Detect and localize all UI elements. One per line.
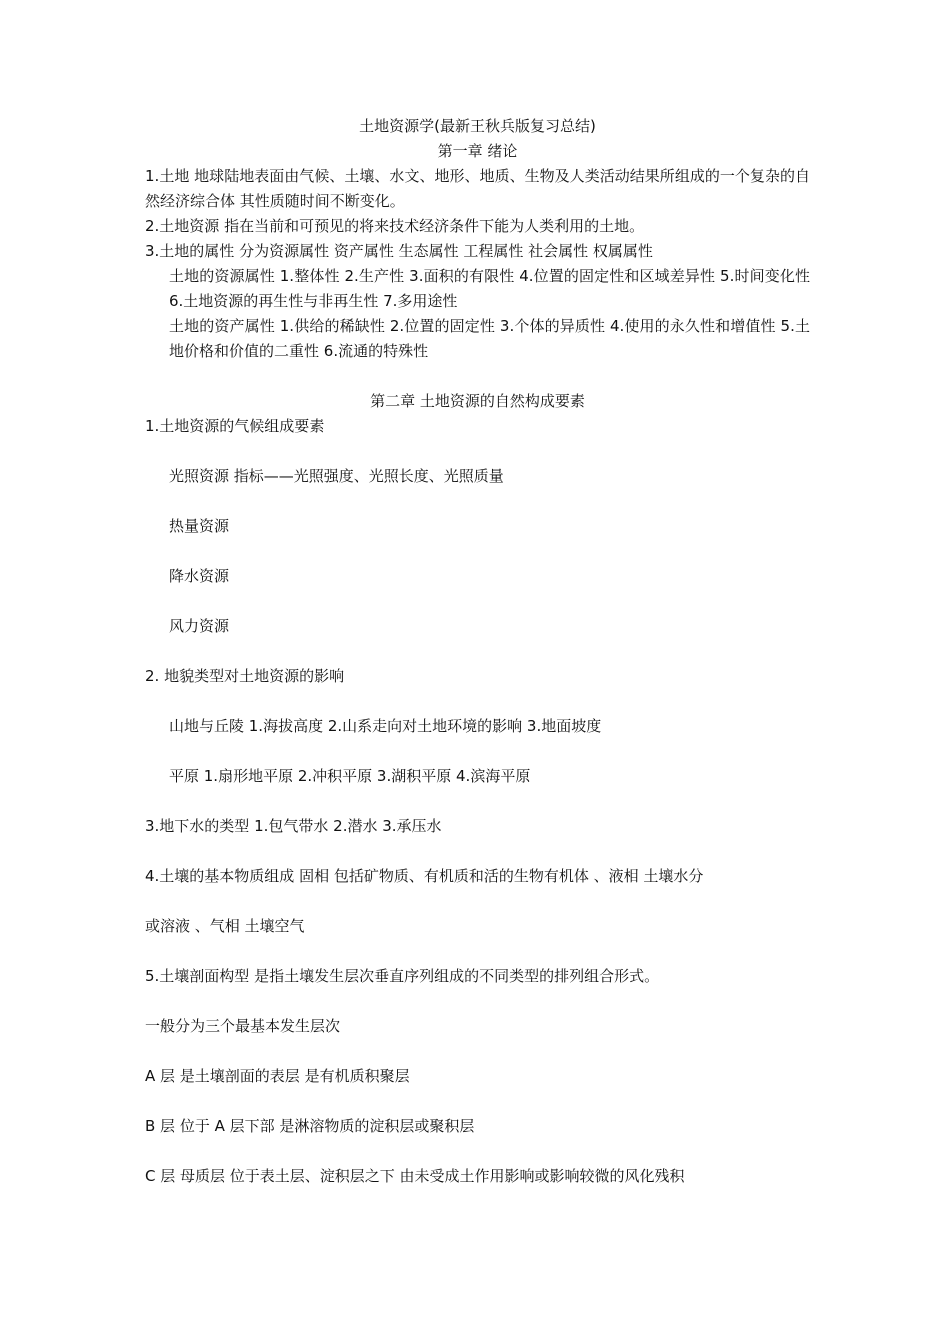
spacer: [145, 589, 810, 614]
ch2-item-soil-composition-cont: 或溶液 、气相 土壤空气: [145, 917, 305, 935]
ch1-item-asset-attribute: 土地的资产属性 1.供给的稀缺性 2.位置的固定性 3.个体的异质性 4.使用的永久性和增值性 5.土地价格和价值的二重性 6.流通的特殊性: [169, 317, 810, 360]
ch2-item-plains: 平原 1.扇形地平原 2.冲积平原 3.湖积平原 4.滨海平原: [169, 767, 531, 785]
spacer: [145, 364, 810, 389]
ch2-item-light-resource: 光照资源 指标——光照强度、光照长度、光照质量: [169, 467, 504, 485]
spacer: [145, 1039, 810, 1064]
spacer: [145, 439, 810, 464]
spacer: [145, 889, 810, 914]
ch2-item-a-horizon: A 层 是土壤剖面的表层 是有机质积聚层: [145, 1067, 410, 1085]
spacer: [145, 1139, 810, 1164]
ch2-item-soil-profile: 5.土壤剖面构型 是指土壤发生层次垂直序列组成的不同类型的排列组合形式。: [145, 967, 660, 985]
ch1-item-land-resource: 2.土地资源 指在当前和可预见的将来技术经济条件下能为人类利用的土地。: [145, 217, 645, 235]
ch2-item-mountains-hills: 山地与丘陵 1.海拔高度 2.山系走向对土地环境的影响 3.地面坡度: [169, 717, 602, 735]
ch2-item-heat-resource: 热量资源: [169, 517, 230, 535]
ch2-item-climate-elements: 1.土地资源的气候组成要素: [145, 417, 325, 435]
spacer: [145, 739, 810, 764]
spacer: [145, 539, 810, 564]
document-body: [145, 114, 810, 1189]
ch2-item-groundwater-types: 3.地下水的类型 1.包气带水 2.潜水 3.承压水: [145, 817, 442, 835]
spacer: [145, 639, 810, 664]
chapter-2-heading: 第二章 土地资源的自然构成要素: [370, 392, 585, 410]
ch1-item-resource-attribute: 土地的资源属性 1.整体性 2.生产性 3.面积的有限性 4.位置的固定性和区域差异性 5.时间变化性 6.土地资源的再生性与非再生性 7.多用途性: [169, 267, 810, 310]
ch2-item-soil-composition: 4.土壤的基本物质组成 固相 包括矿物质、有机质和活的生物有机体 、液相 土壤水分: [145, 867, 704, 885]
document-title: 土地资源学(最新王秋兵版复习总结): [359, 117, 596, 135]
spacer: [145, 989, 810, 1014]
spacer: [145, 489, 810, 514]
ch2-item-basic-horizons: 一般分为三个最基本发生层次: [145, 1017, 341, 1035]
ch2-item-landform-impact: 2. 地貌类型对土地资源的影响: [145, 667, 345, 685]
chapter-1-heading: 第一章 绪论: [437, 142, 518, 160]
spacer: [145, 939, 810, 964]
spacer: [145, 789, 810, 814]
ch2-item-b-horizon: B 层 位于 A 层下部 是淋溶物质的淀积层或聚积层: [145, 1117, 475, 1135]
spacer: [145, 839, 810, 864]
spacer: [145, 689, 810, 714]
ch1-item-land-definition: 1.土地 地球陆地表面由气候、土壤、水文、地形、地质、生物及人类活动结果所组成的一个复杂的自然经济综合体 其性质随时间不断变化。: [145, 167, 810, 210]
ch2-item-precipitation-resource: 降水资源: [169, 567, 230, 585]
ch2-item-c-horizon: C 层 母质层 位于表土层、淀积层之下 由未受成土作用影响或影响较微的风化残积: [145, 1167, 685, 1185]
ch1-item-land-attributes: 3.土地的属性 分为资源属性 资产属性 生态属性 工程属性 社会属性 权属属性: [145, 242, 653, 260]
ch2-item-wind-resource: 风力资源: [169, 617, 230, 635]
spacer: [145, 1089, 810, 1114]
